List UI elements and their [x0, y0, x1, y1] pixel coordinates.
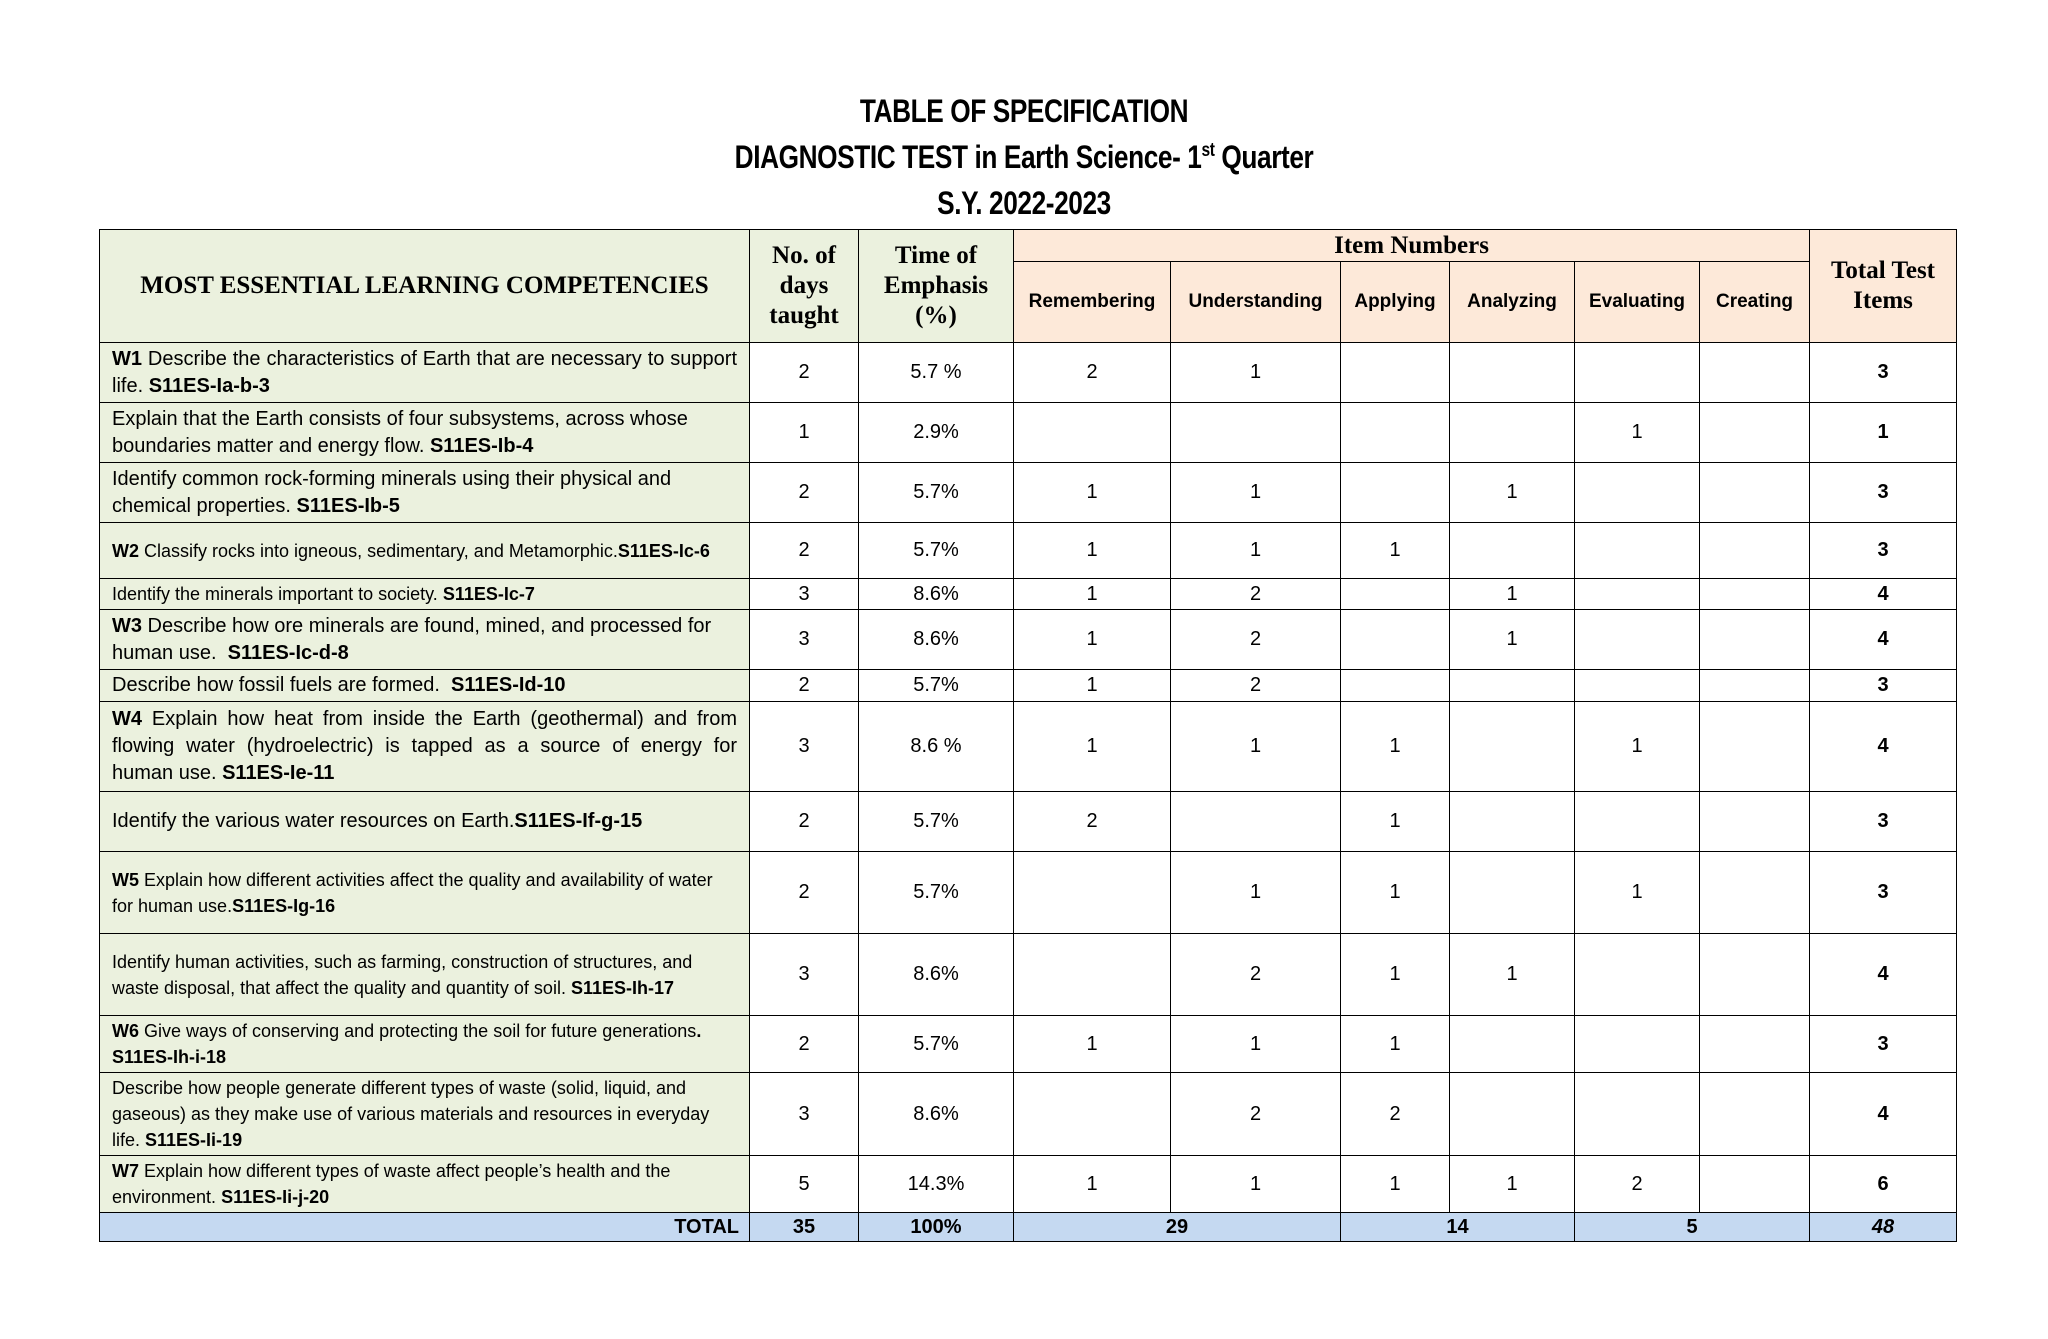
competency-code: S11ES-Ib-5 [296, 494, 400, 517]
emphasis-cell: 5.7% [859, 792, 1014, 852]
emphasis-cell: 8.6% [859, 1073, 1014, 1156]
week-label: W7 [112, 1161, 139, 1181]
evaluating-cell: 2 [1575, 1156, 1700, 1213]
applying-cell [1341, 343, 1450, 403]
competency-code: S11ES-Ie-11 [222, 762, 335, 784]
total-remembering-understanding: 29 [1014, 1213, 1341, 1242]
total-cell: 3 [1810, 463, 1957, 523]
remembering-cell: 1 [1014, 463, 1171, 523]
competency-code: S11ES-Ig-16 [232, 895, 336, 916]
header-evaluating: Evaluating [1575, 262, 1700, 343]
total-cell: 4 [1810, 1073, 1957, 1156]
table-row [100, 463, 1957, 523]
applying-cell [1341, 579, 1450, 610]
competency-text: Identify human activities, such as farming, construction of structures, and waste disposal, that affect the quality and quantity of soil. [112, 951, 698, 998]
analyzing-cell [1450, 702, 1575, 792]
analyzing-cell: 1 [1450, 463, 1575, 523]
applying-cell: 1 [1341, 852, 1450, 934]
understanding-cell: 1 [1171, 852, 1341, 934]
title-line-2-end: Quarter [1214, 139, 1314, 175]
days-cell: 2 [750, 463, 859, 523]
table-row [100, 934, 1957, 1016]
remembering-cell: 2 [1014, 792, 1171, 852]
total-cell: 3 [1810, 852, 1957, 934]
week-label: W6 [112, 1021, 139, 1041]
creating-cell [1700, 852, 1810, 934]
emphasis-cell: 5.7 % [859, 343, 1014, 403]
days-cell: 3 [750, 934, 859, 1016]
total-cell: 4 [1810, 702, 1957, 792]
evaluating-cell [1575, 934, 1700, 1016]
table-row [100, 1156, 1957, 1213]
competency-code: S11ES-Ic-d-8 [227, 641, 349, 664]
competency-code: S11ES-Ic-6 [617, 540, 710, 561]
days-cell: 2 [750, 1016, 859, 1073]
emphasis-cell: 5.7% [859, 463, 1014, 523]
header-creating: Creating [1700, 262, 1810, 343]
competency-code: S11ES-Ia-b-3 [148, 374, 270, 397]
understanding-cell [1171, 792, 1341, 852]
days-cell: 3 [750, 579, 859, 610]
days-cell: 5 [750, 1156, 859, 1213]
week-label: W1 [112, 347, 142, 370]
competency-code: S11ES-Ih-17 [570, 977, 675, 998]
competency-text: Explain that the Earth consists of four subsystems, across whose boundaries matter and energy flow. [112, 407, 694, 457]
competency-cell [100, 934, 750, 1016]
applying-cell: 1 [1341, 934, 1450, 1016]
creating-cell [1700, 792, 1810, 852]
analyzing-cell [1450, 852, 1575, 934]
emphasis-cell: 8.6% [859, 934, 1014, 1016]
competency-text: Explain how heat from inside the Earth (geothermal) and from flowing water (hydroelectric) is tapped as a source of energy for human use. [112, 708, 743, 784]
competency-text: Explain how different types of waste affect people’s health and the environment. [112, 1161, 676, 1207]
competency-text: Describe how people generate different types of waste (solid, liquid, and gaseous) as they make use of various materials and resources in everyday life. [112, 1078, 715, 1150]
competency-cell [100, 403, 750, 463]
total-applying-analyzing: 14 [1341, 1213, 1575, 1242]
days-cell: 2 [750, 343, 859, 403]
days-cell: 3 [750, 1073, 859, 1156]
applying-cell [1341, 463, 1450, 523]
title-line-1: TABLE OF SPECIFICATION [859, 93, 1189, 129]
total-cell: 3 [1810, 343, 1957, 403]
emphasis-cell: 5.7% [859, 670, 1014, 702]
table-row [100, 403, 1957, 463]
title-line-2 [184, 134, 1863, 180]
competency-cell [100, 1073, 750, 1156]
competency-cell [100, 610, 750, 670]
week-label: W4 [112, 708, 142, 730]
week-label: W2 [112, 540, 139, 561]
total-days: 35 [750, 1213, 859, 1242]
remembering-cell: 1 [1014, 702, 1171, 792]
emphasis-cell: 8.6% [859, 579, 1014, 610]
creating-cell [1700, 343, 1810, 403]
evaluating-cell: 1 [1575, 403, 1700, 463]
evaluating-cell [1575, 579, 1700, 610]
remembering-cell: 1 [1014, 579, 1171, 610]
competency-text: Explain how different activities affect the quality and availability of water for human use. [112, 869, 718, 916]
applying-cell: 1 [1341, 792, 1450, 852]
title-line-2-main: DIAGNOSTIC TEST in Earth Science- 1 [734, 139, 1202, 175]
creating-cell [1700, 670, 1810, 702]
creating-cell [1700, 463, 1810, 523]
competency-text: Give ways of conserving and protecting the soil for future generations [139, 1021, 697, 1041]
analyzing-cell [1450, 1016, 1575, 1073]
remembering-cell [1014, 852, 1171, 934]
creating-cell [1700, 1073, 1810, 1156]
emphasis-cell: 14.3% [859, 1156, 1014, 1213]
remembering-cell [1014, 403, 1171, 463]
days-cell: 3 [750, 610, 859, 670]
applying-cell: 1 [1341, 1016, 1450, 1073]
emphasis-cell: 8.6 % [859, 702, 1014, 792]
competency-text: Identify the various water resources on Earth. [112, 810, 515, 832]
understanding-cell [1171, 403, 1341, 463]
analyzing-cell [1450, 1073, 1575, 1156]
applying-cell [1341, 670, 1450, 702]
understanding-cell: 2 [1171, 934, 1341, 1016]
analyzing-cell [1450, 670, 1575, 702]
total-evaluating-creating: 5 [1575, 1213, 1810, 1242]
creating-cell [1700, 1156, 1810, 1213]
table-row [100, 523, 1957, 579]
table-row [100, 610, 1957, 670]
analyzing-cell [1450, 343, 1575, 403]
applying-cell: 1 [1341, 702, 1450, 792]
creating-cell [1700, 1016, 1810, 1073]
analyzing-cell: 1 [1450, 934, 1575, 1016]
creating-cell [1700, 403, 1810, 463]
week-label: W5 [112, 869, 139, 890]
total-cell: 4 [1810, 934, 1957, 1016]
competency-text: Identify the minerals important to society. [112, 584, 443, 604]
competency-cell [100, 1156, 750, 1213]
emphasis-cell: 8.6% [859, 610, 1014, 670]
table-row [100, 852, 1957, 934]
competency-cell [100, 702, 750, 792]
remembering-cell: 2 [1014, 343, 1171, 403]
competency-cell [100, 792, 750, 852]
document-titles [184, 88, 1863, 226]
total-test-items: 48 [1810, 1213, 1957, 1242]
evaluating-cell: 1 [1575, 852, 1700, 934]
applying-cell [1341, 610, 1450, 670]
competency-cell [100, 852, 750, 934]
days-cell: 2 [750, 670, 859, 702]
competency-cell [100, 579, 750, 610]
total-cell: 4 [1810, 610, 1957, 670]
competency-cell [100, 523, 750, 579]
competency-text: Identify common rock-forming minerals using their physical and chemical properties. [112, 467, 677, 517]
remembering-cell: 1 [1014, 610, 1171, 670]
competency-text: Describe how ore minerals are found, mined, and processed for human use. [112, 614, 717, 664]
days-cell: 2 [750, 523, 859, 579]
evaluating-cell [1575, 463, 1700, 523]
applying-cell: 2 [1341, 1073, 1450, 1156]
competency-code: S11ES-Id-10 [451, 674, 566, 696]
header-days-taught: No. of days taught [750, 230, 859, 343]
competency-code: . S11ES-Ih-i-18 [112, 1021, 702, 1067]
evaluating-cell [1575, 792, 1700, 852]
remembering-cell: 1 [1014, 670, 1171, 702]
remembering-cell: 1 [1014, 1156, 1171, 1213]
days-cell: 3 [750, 702, 859, 792]
analyzing-cell [1450, 403, 1575, 463]
remembering-cell [1014, 934, 1171, 1016]
remembering-cell: 1 [1014, 1016, 1171, 1073]
table-row [100, 670, 1957, 702]
table-row [100, 343, 1957, 403]
competency-cell [100, 670, 750, 702]
competency-code: S11ES-Ib-4 [429, 434, 534, 457]
week-label: W3 [112, 614, 142, 637]
competency-code: S11ES-If-g-15 [514, 810, 643, 832]
table-row [100, 579, 1957, 610]
days-cell: 2 [750, 792, 859, 852]
understanding-cell: 1 [1171, 1016, 1341, 1073]
understanding-cell: 1 [1171, 702, 1341, 792]
evaluating-cell [1575, 1016, 1700, 1073]
understanding-cell: 2 [1171, 579, 1341, 610]
table-row [100, 792, 1957, 852]
title-line-3: S.Y. 2022-2023 [937, 185, 1111, 221]
competency-code: S11ES-Ii-19 [145, 1130, 243, 1150]
analyzing-cell: 1 [1450, 1156, 1575, 1213]
remembering-cell [1014, 1073, 1171, 1156]
creating-cell [1700, 934, 1810, 1016]
header-time-of-emphasis: Time of Emphasis (%) [859, 230, 1014, 343]
header-applying: Applying [1341, 262, 1450, 343]
evaluating-cell [1575, 610, 1700, 670]
understanding-cell: 1 [1171, 343, 1341, 403]
total-cell: 3 [1810, 523, 1957, 579]
competency-text: Describe how fossil fuels are formed. [112, 674, 452, 696]
specification-table [99, 229, 1957, 1242]
competency-text: Describe the characteristics of Earth that are necessary to support life. [112, 347, 743, 397]
competency-code: S11ES-Ii-j-20 [221, 1187, 330, 1207]
remembering-cell: 1 [1014, 523, 1171, 579]
emphasis-cell: 2.9% [859, 403, 1014, 463]
analyzing-cell [1450, 792, 1575, 852]
creating-cell [1700, 702, 1810, 792]
evaluating-cell: 1 [1575, 702, 1700, 792]
total-cell: 4 [1810, 579, 1957, 610]
header-analyzing: Analyzing [1450, 262, 1575, 343]
header-total-test-items: Total Test Items [1810, 230, 1957, 343]
applying-cell: 1 [1341, 523, 1450, 579]
header-remembering: Remembering [1014, 262, 1171, 343]
analyzing-cell [1450, 523, 1575, 579]
understanding-cell: 2 [1171, 670, 1341, 702]
emphasis-cell: 5.7% [859, 523, 1014, 579]
total-cell: 3 [1810, 1016, 1957, 1073]
total-cell: 3 [1810, 670, 1957, 702]
understanding-cell: 1 [1171, 463, 1341, 523]
understanding-cell: 1 [1171, 1156, 1341, 1213]
understanding-cell: 1 [1171, 523, 1341, 579]
total-cell: 1 [1810, 403, 1957, 463]
applying-cell: 1 [1341, 1156, 1450, 1213]
header-competencies: MOST ESSENTIAL LEARNING COMPETENCIES [100, 230, 750, 343]
total-cell: 6 [1810, 1156, 1957, 1213]
title-line-2-sup: st [1201, 140, 1215, 161]
table-row [100, 702, 1957, 792]
understanding-cell: 2 [1171, 610, 1341, 670]
total-cell: 3 [1810, 792, 1957, 852]
analyzing-cell: 1 [1450, 579, 1575, 610]
header-item-numbers: Item Numbers [1014, 230, 1810, 262]
competency-text: Classify rocks into igneous, sedimentary, and Metamorphic. [139, 540, 618, 561]
evaluating-cell [1575, 670, 1700, 702]
competency-code: S11ES-Ic-7 [442, 584, 535, 604]
evaluating-cell [1575, 523, 1700, 579]
days-cell: 1 [750, 403, 859, 463]
competency-cell [100, 343, 750, 403]
total-row [100, 1213, 1957, 1242]
creating-cell [1700, 610, 1810, 670]
creating-cell [1700, 523, 1810, 579]
table-row [100, 1073, 1957, 1156]
evaluating-cell [1575, 1073, 1700, 1156]
total-emphasis: 100% [859, 1213, 1014, 1242]
days-cell: 2 [750, 852, 859, 934]
header-understanding: Understanding [1171, 262, 1341, 343]
competency-cell [100, 1016, 750, 1073]
table-row [100, 1016, 1957, 1073]
analyzing-cell: 1 [1450, 610, 1575, 670]
creating-cell [1700, 579, 1810, 610]
evaluating-cell [1575, 343, 1700, 403]
emphasis-cell: 5.7% [859, 1016, 1014, 1073]
competency-cell [100, 463, 750, 523]
applying-cell [1341, 403, 1450, 463]
emphasis-cell: 5.7% [859, 852, 1014, 934]
total-label: TOTAL [100, 1213, 750, 1242]
understanding-cell: 2 [1171, 1073, 1341, 1156]
